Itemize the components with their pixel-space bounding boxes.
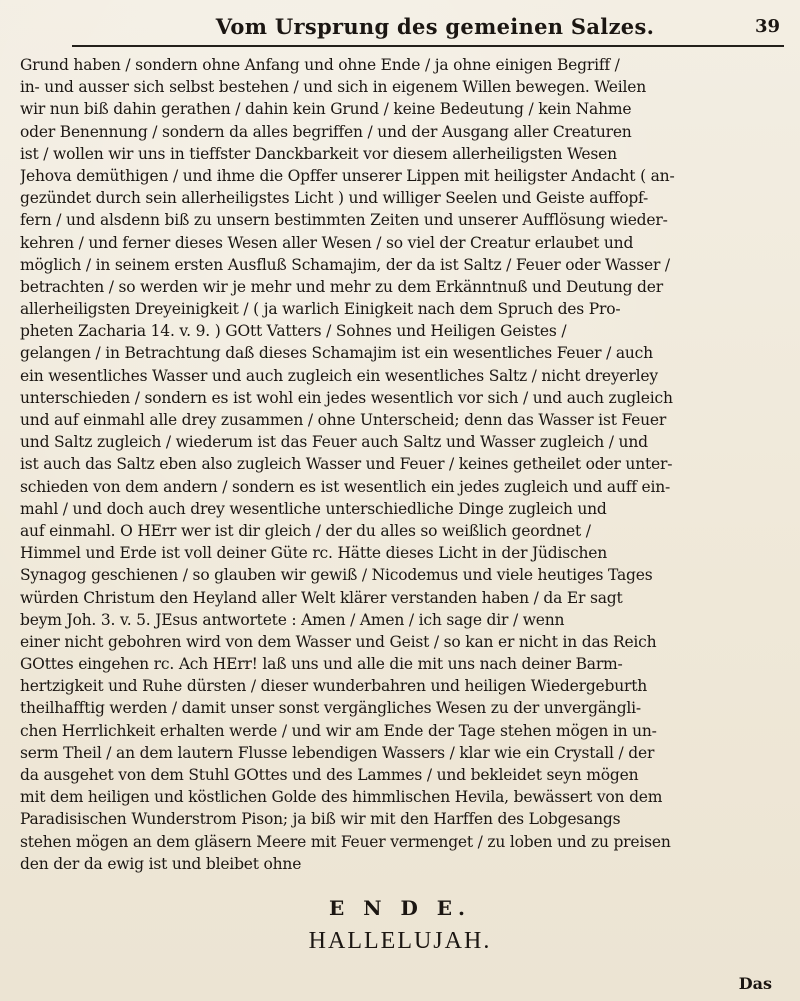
text-line: möglich / in seinem ersten Ausfluß Schamajim, der da ist Saltz / Feuer oder Wasser / (20, 255, 670, 274)
text-line: gezündet durch sein allerheiligstes Licht ) und williger Seelen und Geiste auffopf- (20, 189, 649, 208)
text-line: serm Theil / an dem lautern Flusse lebendigen Wassers / klar wie ein Crystall / der (20, 743, 655, 762)
text-line: mit dem heiligen und köstlichen Golde des himmlischen Hevila, bewässert von dem (20, 788, 663, 807)
text-line: und Saltz zugleich / wiederum ist das Feuer auch Saltz und Wasser zugleich / und (20, 433, 648, 452)
text-line: Synagog geschienen / so glauben wir gewiß / Nicodemus und viele heutiges Tages (20, 566, 653, 585)
page-number: 39 (754, 16, 780, 37)
text-line: kehren / und ferner dieses Wesen aller Wesen / so viel der Creatur erlaubet und (20, 233, 634, 252)
text-line: würden Christum den Heyland aller Welt klärer verstanden haben / da Er sagt (20, 588, 623, 607)
text-line: ist auch das Saltz eben also zugleich Wasser und Feuer / keines getheilet oder unter- (20, 455, 673, 474)
text-line: ist / wollen wir uns in tieffster Danckbarkeit vor diesem allerheiligsten Wesen (20, 144, 617, 163)
text-line: Grund haben / sondern ohne Anfang und ohne Ende / ja ohne einigen Begriff / (20, 56, 620, 74)
text-line: GOttes eingehen rc. Ach HErr! laß uns und alle die mit uns nach deiner Barm- (20, 655, 623, 674)
text-line: und auf einmahl alle drey zusammen / ohne Unterscheid; denn das Wasser ist Feuer (20, 411, 667, 429)
text-line: mahl / und doch auch drey wesentliche unterschiedliche Dinge zugleich und (20, 499, 607, 518)
text-line: da ausgehet von dem Stuhl GOttes und des Lammes / und bekleidet seyn mögen (20, 766, 639, 784)
text-line: oder Benennung / sondern da alles begriffen / und der Ausgang aller Creaturen (20, 122, 632, 141)
text-line: beym Joh. 3. v. 5. JEsus antwortete : Amen / Amen / ich sage dir / wenn (20, 610, 565, 629)
text-line: allerheiligsten Dreyeinigkeit / ( ja warlich Einigkeit nach dem Spruch des Pro- (20, 300, 621, 319)
text-line: Jehova demüthigen / und ihme die Opffer unserer Lippen mit heiligster Andacht ( an- (20, 166, 675, 185)
text-line: ein wesentliches Wasser und auch zugleich ein wesentliches Saltz / nicht dreyerley (20, 366, 658, 385)
text-line: gelangen / in Betrachtung daß dieses Schamajim ist ein wesentliches Feuer / auch (20, 344, 653, 363)
running-head: Vom Ursprung des gemeinen Salzes. (215, 14, 655, 39)
header-rule (72, 45, 784, 47)
text-line: schieden von dem andern / sondern es ist wesentlich ein jedes zugleich und auff ein- (20, 477, 671, 496)
ende-heading: E N D E. (329, 896, 471, 920)
text-line: auf einmahl. O HErr wer ist dir gleich / der du alles so weißlich geordnet / (20, 521, 591, 540)
text-line: Paradisischen Wunderstrom Pison; ja biß wir mit den Harffen des Lobgesangs (20, 810, 621, 829)
text-line: einer nicht gebohren wird von dem Wasser und Geist / so kan er nicht in das Reich (20, 632, 657, 651)
text-line: theilhafftig werden / damit unser sonst vergängliches Wesen zu der unvergängli- (20, 699, 641, 718)
text-line: wir nun biß dahin gerathen / dahin kein Grund / keine Bedeutung / kein Nahme (20, 100, 632, 119)
text-line: pheten Zacharia 14. v. 9. ) GOtt Vatters / Sohnes und Heiligen Geistes / (20, 322, 567, 341)
catchword: Das (738, 974, 772, 993)
text-line: Himmel und Erde ist voll deiner Güte rc. Hätte dieses Licht in der Jüdischen (20, 544, 608, 563)
text-line: in- und ausser sich selbst bestehen / und sich in eigenem Willen bewegen. Weilen (20, 78, 647, 97)
hallelujah-heading: HALLELUJAH. (308, 928, 492, 954)
text-line: fern / und alsdenn biß zu unsern bestimmten Zeiten und unserer Aufflösung wieder- (20, 211, 668, 230)
page-header (90, 10, 780, 42)
text-body (20, 54, 792, 894)
text-line: chen Herrlichkeit erhalten werde / und wir am Ende der Tage stehen mögen in un- (20, 721, 657, 740)
text-line: den der da ewig ist und bleibet ohne (20, 854, 302, 873)
text-line: hertzigkeit und Ruhe dürsten / dieser wunderbahren und heiligen Wiedergeburth (20, 677, 648, 696)
text-line: betrachten / so werden wir je mehr und mehr zu dem Erkänntnuß und Deutung der (20, 277, 663, 296)
text-line: stehen mögen an dem gläsern Meere mit Feuer vermenget / zu loben und zu preisen (20, 832, 671, 851)
text-line: unterschieden / sondern es ist wohl ein jedes wesentlich vor sich / und auch zugleich (20, 388, 673, 407)
